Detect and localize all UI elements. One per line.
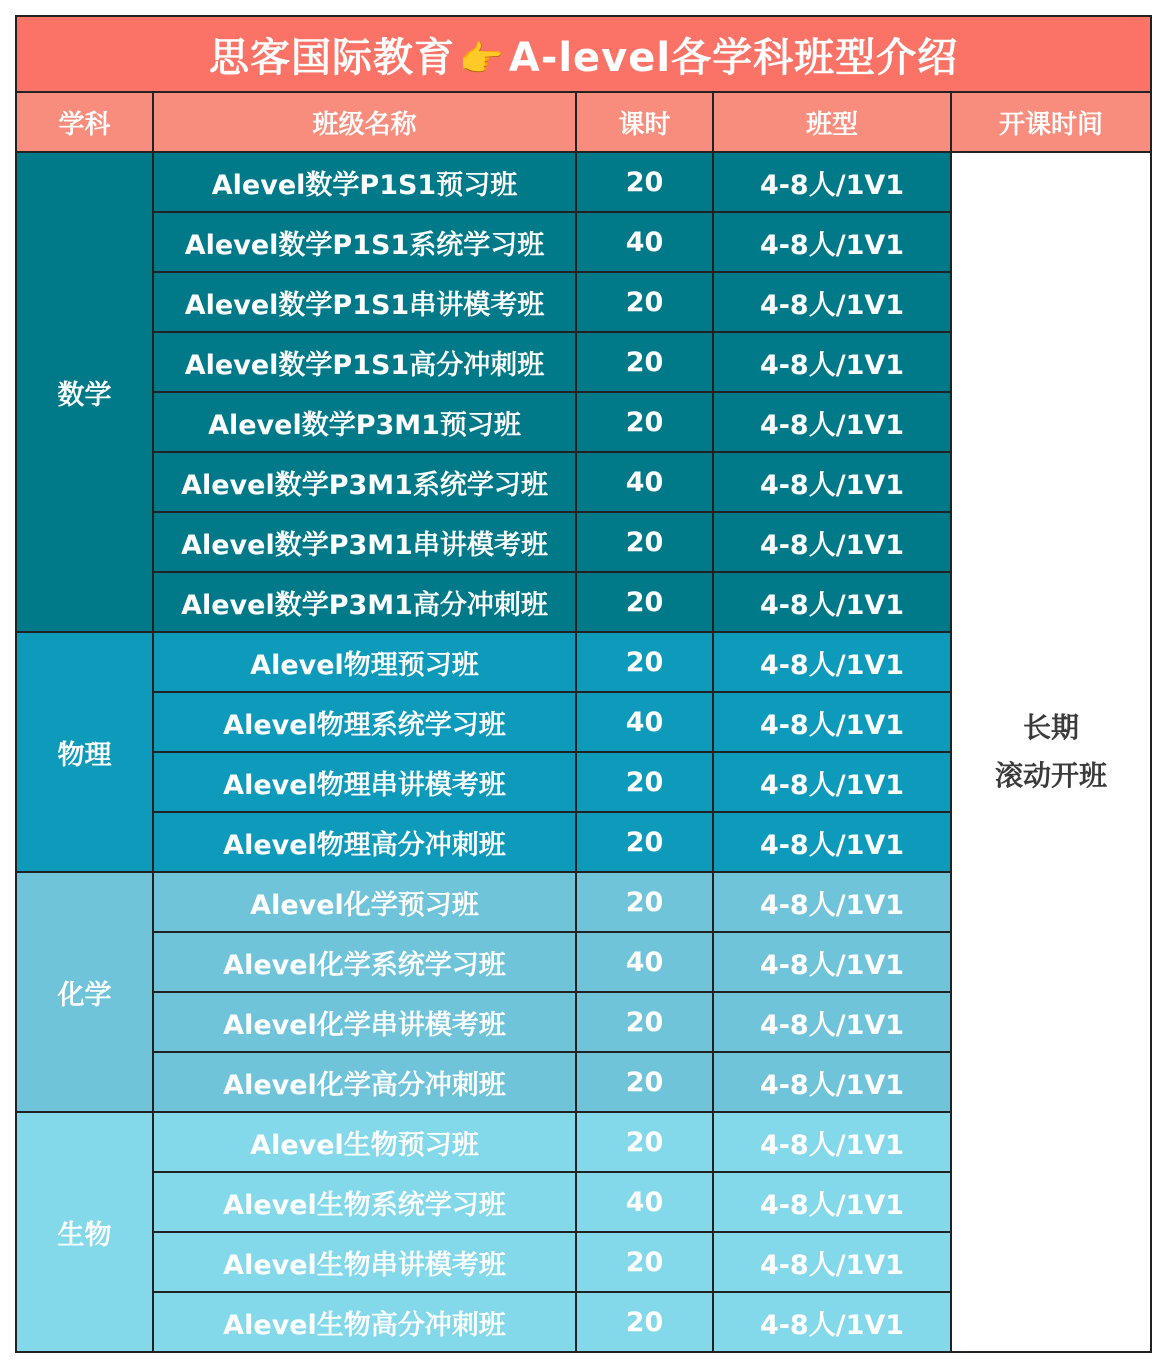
class-name-cell: Alevel数学P1S1串讲模考班	[153, 272, 576, 332]
class-name-cell: Alevel化学预习班	[153, 872, 576, 932]
course-table	[15, 15, 1152, 1353]
class-name-cell: Alevel物理预习班	[153, 632, 576, 692]
title-left: 思客国际教育	[208, 34, 455, 81]
hours-cell: 40	[576, 692, 713, 752]
class-name-cell: Alevel物理串讲模考班	[153, 752, 576, 812]
class-name-cell: Alevel数学P1S1高分冲刺班	[153, 332, 576, 392]
hours-cell: 20	[576, 1292, 713, 1352]
header-subject: 学科	[16, 92, 153, 152]
table-body	[16, 152, 1151, 1352]
hours-cell: 20	[576, 632, 713, 692]
title-right: A-level各学科班型介绍	[508, 34, 959, 81]
class-type-cell: 4-8人/1V1	[713, 332, 951, 392]
class-type-cell: 4-8人/1V1	[713, 572, 951, 632]
hours-cell: 40	[576, 932, 713, 992]
hours-cell: 20	[576, 752, 713, 812]
class-type-cell: 4-8人/1V1	[713, 1292, 951, 1352]
hours-cell: 20	[576, 332, 713, 392]
title-row	[16, 16, 1151, 92]
hours-cell: 40	[576, 1172, 713, 1232]
header-row	[16, 92, 1151, 152]
class-name-cell: Alevel物理高分冲刺班	[153, 812, 576, 872]
class-name-cell: Alevel数学P3M1系统学习班	[153, 452, 576, 512]
subject-cell: 化学	[16, 872, 153, 1112]
class-type-cell: 4-8人/1V1	[713, 632, 951, 692]
class-type-cell: 4-8人/1V1	[713, 1172, 951, 1232]
subject-cell: 物理	[16, 632, 153, 872]
hours-cell: 40	[576, 452, 713, 512]
hours-cell: 20	[576, 872, 713, 932]
subject-cell: 数学	[16, 152, 153, 632]
subject-cell: 生物	[16, 1112, 153, 1352]
class-name-cell: Alevel生物串讲模考班	[153, 1232, 576, 1292]
hours-cell: 20	[576, 1112, 713, 1172]
class-name-cell: Alevel数学P1S1系统学习班	[153, 212, 576, 272]
class-name-cell: Alevel物理系统学习班	[153, 692, 576, 752]
class-type-cell: 4-8人/1V1	[713, 1232, 951, 1292]
course-table-container	[15, 15, 1150, 1353]
class-type-cell: 4-8人/1V1	[713, 452, 951, 512]
class-name-cell: Alevel化学系统学习班	[153, 932, 576, 992]
class-type-cell: 4-8人/1V1	[713, 512, 951, 572]
hours-cell: 20	[576, 512, 713, 572]
class-type-cell: 4-8人/1V1	[713, 872, 951, 932]
class-name-cell: Alevel数学P3M1高分冲刺班	[153, 572, 576, 632]
hours-cell: 20	[576, 1232, 713, 1292]
class-name-cell: Alevel数学P3M1预习班	[153, 392, 576, 452]
class-type-cell: 4-8人/1V1	[713, 212, 951, 272]
hours-cell: 20	[576, 1052, 713, 1112]
hours-cell: 20	[576, 812, 713, 872]
hours-cell: 20	[576, 572, 713, 632]
class-type-cell: 4-8人/1V1	[713, 272, 951, 332]
class-type-cell: 4-8人/1V1	[713, 692, 951, 752]
class-type-cell: 4-8人/1V1	[713, 1112, 951, 1172]
hours-cell: 20	[576, 392, 713, 452]
start-time-line2: 滚动开班	[995, 759, 1108, 792]
table-row	[16, 152, 1151, 212]
class-name-cell: Alevel生物系统学习班	[153, 1172, 576, 1232]
class-name-cell: Alevel数学P3M1串讲模考班	[153, 512, 576, 572]
class-type-cell: 4-8人/1V1	[713, 752, 951, 812]
hours-cell: 20	[576, 272, 713, 332]
class-name-cell: Alevel化学串讲模考班	[153, 992, 576, 1052]
class-type-cell: 4-8人/1V1	[713, 152, 951, 212]
header-class-name: 班级名称	[153, 92, 576, 152]
hours-cell: 20	[576, 152, 713, 212]
hours-cell: 20	[576, 992, 713, 1052]
class-type-cell: 4-8人/1V1	[713, 1052, 951, 1112]
class-type-cell: 4-8人/1V1	[713, 812, 951, 872]
header-start-time: 开课时间	[951, 92, 1151, 152]
page-title	[16, 16, 1151, 92]
class-name-cell: Alevel化学高分冲刺班	[153, 1052, 576, 1112]
header-hours: 课时	[576, 92, 713, 152]
class-name-cell: Alevel生物高分冲刺班	[153, 1292, 576, 1352]
pointing-hand-icon: 👉	[458, 38, 505, 80]
header-class-type: 班型	[713, 92, 951, 152]
class-name-cell: Alevel生物预习班	[153, 1112, 576, 1172]
class-type-cell: 4-8人/1V1	[713, 992, 951, 1052]
class-type-cell: 4-8人/1V1	[713, 932, 951, 992]
class-name-cell: Alevel数学P1S1预习班	[153, 152, 576, 212]
start-time-line1: 长期	[1023, 711, 1080, 744]
start-time-cell	[951, 152, 1151, 1352]
class-type-cell: 4-8人/1V1	[713, 392, 951, 452]
hours-cell: 40	[576, 212, 713, 272]
